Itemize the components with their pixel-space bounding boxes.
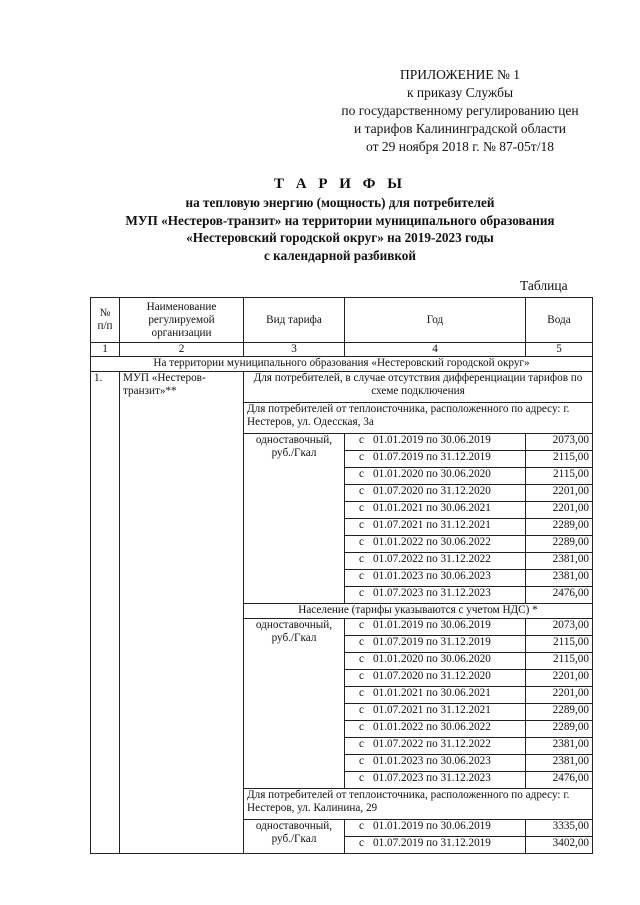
period-text: 01.01.2020 по 30.06.2020 — [373, 653, 491, 665]
col-number: 4 — [345, 343, 526, 357]
water-value: 2201,00 — [526, 687, 593, 704]
period-prefix: с — [359, 502, 364, 514]
period-text: 01.07.2019 по 31.12.2019 — [373, 636, 491, 648]
water-value: 2201,00 — [526, 670, 593, 687]
col-number: 1 — [91, 343, 120, 357]
period-cell — [345, 837, 526, 854]
water-value: 2289,00 — [526, 721, 593, 738]
period-text: 01.01.2020 по 30.06.2020 — [373, 468, 491, 480]
period-prefix: с — [359, 485, 364, 497]
header-tariff: Вид тарифа — [244, 298, 345, 343]
period-cell — [345, 434, 526, 451]
territory-row: На территории муниципального образования «Нестеровский городской округ» — [91, 357, 593, 372]
period-cell — [345, 468, 526, 485]
period-text: 01.07.2021 по 31.12.2021 — [373, 704, 491, 716]
period-text: 01.01.2019 по 30.06.2019 — [373, 619, 491, 631]
tariff-kind: одноставочный, руб./Гкал — [244, 434, 345, 604]
period-text: 01.01.2023 по 30.06.2023 — [373, 755, 491, 767]
period-cell — [345, 619, 526, 636]
period-prefix: с — [359, 570, 364, 582]
period-cell — [345, 536, 526, 553]
water-value: 2381,00 — [526, 755, 593, 772]
col-number: 3 — [244, 343, 345, 357]
period-prefix: с — [359, 820, 364, 832]
water-value: 2289,00 — [526, 704, 593, 721]
period-cell — [345, 636, 526, 653]
population-header: Население (тарифы указываются с учетом НДС) * — [244, 604, 593, 619]
appendix-title: ПРИЛОЖЕНИЕ № 1 — [399, 67, 521, 82]
period-text: 01.07.2019 по 31.12.2019 — [373, 451, 491, 463]
header-year: Год — [345, 298, 526, 343]
appendix-line: по государственному регулированию цен — [341, 103, 579, 118]
period-cell — [345, 587, 526, 604]
period-cell — [345, 704, 526, 721]
period-prefix: с — [359, 653, 364, 665]
period-text: 01.01.2022 по 30.06.2022 — [373, 721, 491, 733]
water-value: 2381,00 — [526, 738, 593, 755]
period-cell — [345, 570, 526, 587]
period-text: 01.01.2019 по 30.06.2019 — [373, 820, 491, 832]
period-cell — [345, 820, 526, 837]
period-cell — [345, 653, 526, 670]
period-prefix: с — [359, 704, 364, 716]
period-prefix: с — [359, 772, 364, 784]
period-prefix: с — [359, 519, 364, 531]
appendix-date: от 29 ноября 2018 г. № 87-05т/18 — [366, 139, 554, 154]
period-prefix: с — [359, 837, 364, 849]
org-name: МУП «Нестеров-транзит»** — [120, 372, 244, 854]
period-text: 01.01.2021 по 30.06.2021 — [373, 687, 491, 699]
period-cell — [345, 451, 526, 468]
period-cell — [345, 687, 526, 704]
period-text: 01.01.2022 по 30.06.2022 — [373, 536, 491, 548]
period-text: 01.07.2022 по 31.12.2022 — [373, 738, 491, 750]
period-cell — [345, 502, 526, 519]
period-text: 01.07.2019 по 31.12.2019 — [373, 837, 491, 849]
water-value: 2381,00 — [526, 553, 593, 570]
title-main: Т А Р И Ф Ы — [273, 176, 407, 192]
period-text: 01.07.2021 по 31.12.2021 — [373, 519, 491, 531]
document-title — [60, 174, 620, 264]
period-prefix: с — [359, 468, 364, 480]
water-value: 2073,00 — [526, 619, 593, 636]
water-value: 2073,00 — [526, 434, 593, 451]
title-line: с календарной разбивкой — [264, 247, 416, 263]
period-text: 01.01.2021 по 30.06.2021 — [373, 502, 491, 514]
water-value: 2115,00 — [526, 636, 593, 653]
tariff-table — [90, 297, 593, 854]
tariff-kind: одноставочный, руб./Гкал — [244, 820, 345, 854]
period-cell — [345, 721, 526, 738]
period-prefix: с — [359, 670, 364, 682]
appendix-header — [300, 66, 620, 156]
period-cell — [345, 519, 526, 536]
period-prefix: с — [359, 451, 364, 463]
water-value: 2289,00 — [526, 519, 593, 536]
header-water: Вода — [526, 298, 593, 343]
row-number: 1. — [91, 372, 120, 854]
water-value: 2476,00 — [526, 587, 593, 604]
table-caption: Таблица — [520, 278, 568, 293]
col-number: 2 — [120, 343, 244, 357]
water-value: 2201,00 — [526, 502, 593, 519]
tariff-kind: одноставочный, руб./Гкал — [244, 619, 345, 789]
period-prefix: с — [359, 434, 364, 446]
appendix-line: к приказу Службы — [406, 85, 514, 100]
water-value: 2201,00 — [526, 485, 593, 502]
period-cell — [345, 738, 526, 755]
water-value: 2115,00 — [526, 468, 593, 485]
appendix-line: и тарифов Калининградской области — [354, 121, 566, 136]
water-value: 3402,00 — [526, 837, 593, 854]
water-value: 2289,00 — [526, 536, 593, 553]
source-header: Для потребителей от теплоисточника, расположенного по адресу: г. Нестеров, ул. Одесская, 3а — [244, 403, 593, 434]
no-diff-header: Для потребителей, в случае отсутствия дифференциации тарифов по схеме подключения — [244, 372, 593, 403]
period-prefix: с — [359, 738, 364, 750]
water-value: 2381,00 — [526, 570, 593, 587]
period-cell — [345, 772, 526, 789]
water-value: 3335,00 — [526, 820, 593, 837]
period-prefix: с — [359, 553, 364, 565]
water-value: 2115,00 — [526, 451, 593, 468]
period-cell — [345, 553, 526, 570]
col-number: 5 — [526, 343, 593, 357]
header-num: № п/п — [91, 298, 120, 343]
period-prefix: с — [359, 687, 364, 699]
title-line: на тепловую энергию (мощность) для потребителей — [185, 195, 495, 210]
header-org: Наименование регулируемой организации — [120, 298, 244, 343]
period-prefix: с — [359, 536, 364, 548]
source-header: Для потребителей от теплоисточника, расположенного по адресу: г. Нестеров, ул. Калинина, 29 — [244, 789, 593, 820]
period-text: 01.01.2019 по 30.06.2019 — [373, 434, 491, 446]
period-cell — [345, 485, 526, 502]
period-text: 01.01.2023 по 30.06.2023 — [373, 570, 491, 582]
water-value: 2476,00 — [526, 772, 593, 789]
period-text: 01.07.2020 по 31.12.2020 — [373, 485, 491, 497]
period-cell — [345, 755, 526, 772]
period-text: 01.07.2022 по 31.12.2022 — [373, 553, 491, 565]
title-line: «Нестеровский городской округ» на 2019-2023 годы — [186, 230, 494, 245]
period-prefix: с — [359, 619, 364, 631]
period-text: 01.07.2020 по 31.12.2020 — [373, 670, 491, 682]
period-prefix: с — [359, 636, 364, 648]
water-value: 2115,00 — [526, 653, 593, 670]
period-text: 01.07.2023 по 31.12.2023 — [373, 587, 491, 599]
period-prefix: с — [359, 587, 364, 599]
period-text: 01.07.2023 по 31.12.2023 — [373, 772, 491, 784]
period-prefix: с — [359, 721, 364, 733]
period-cell — [345, 670, 526, 687]
period-prefix: с — [359, 755, 364, 767]
title-line: МУП «Нестеров-транзит» на территории муниципального образования — [125, 212, 555, 228]
